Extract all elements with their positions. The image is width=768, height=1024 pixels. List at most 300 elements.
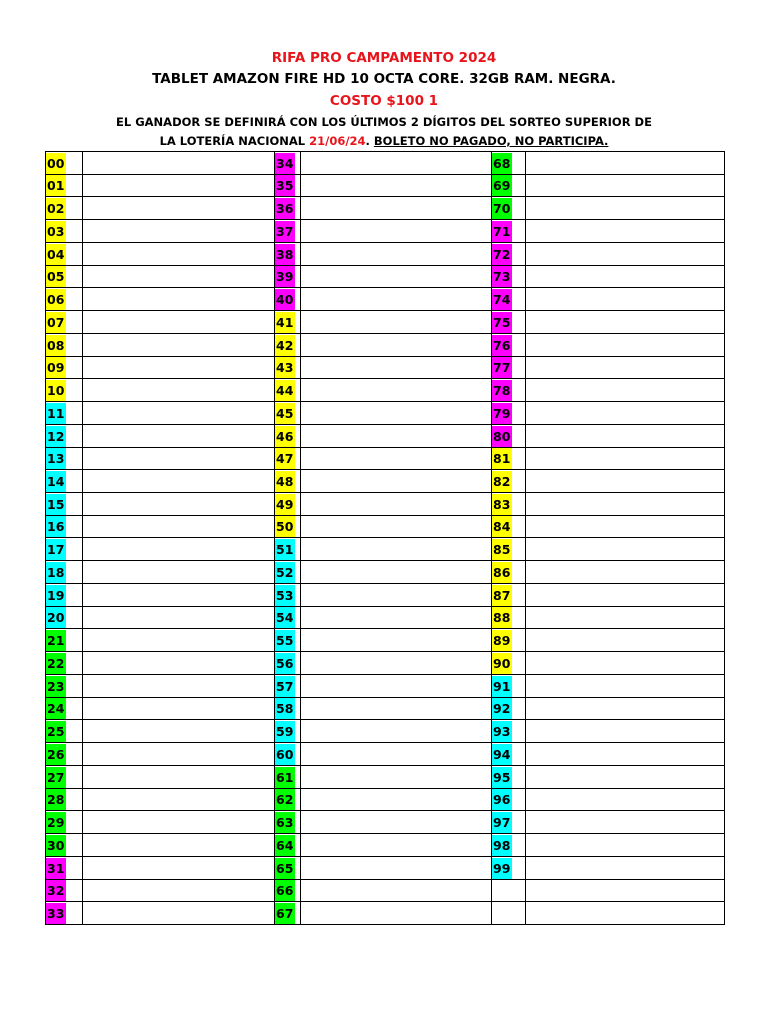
ticket-number: 44: [275, 380, 295, 401]
ticket-number-cell: [275, 629, 301, 652]
buyer-name-field[interactable]: [83, 470, 275, 493]
ticket-number-cell: [275, 743, 301, 766]
ticket-number-cell: [275, 311, 301, 334]
ticket-number-cell: [492, 879, 526, 902]
buyer-name-field[interactable]: [83, 697, 275, 720]
rules-prefix: LA LOTERÍA NACIONAL: [159, 134, 310, 148]
ticket-number: 84: [492, 516, 512, 537]
ticket-number-cell: [275, 265, 301, 288]
ticket-number: 27: [46, 767, 66, 788]
buyer-name-field[interactable]: [301, 311, 492, 334]
ticket-number-cell: [275, 788, 301, 811]
ticket-number-cell: [492, 424, 526, 447]
ticket-number: 43: [275, 357, 295, 378]
ticket-number-cell: [46, 174, 83, 197]
ticket-number: 30: [46, 835, 66, 856]
ticket-number-cell: [46, 242, 83, 265]
buyer-name-field[interactable]: [526, 356, 725, 379]
prize-description: TABLET AMAZON FIRE HD 10 OCTA CORE. 32GB RAM. NEGRA.: [152, 71, 616, 87]
ticket-number-cell: [275, 333, 301, 356]
ticket-number-cell: [492, 311, 526, 334]
buyer-name-field[interactable]: [83, 220, 275, 243]
ticket-number-cell: [492, 265, 526, 288]
ticket-number: 56: [275, 653, 295, 674]
table-row: [46, 652, 725, 675]
buyer-name-field[interactable]: [526, 606, 725, 629]
table-row: [46, 424, 725, 447]
ticket-number-cell: [492, 493, 526, 516]
ticket-number-cell: [275, 356, 301, 379]
ticket-number: 16: [46, 516, 66, 537]
ticket-number: 57: [275, 676, 295, 697]
ticket-number-cell: [275, 561, 301, 584]
ticket-number-cell: [492, 220, 526, 243]
buyer-name-field[interactable]: [526, 493, 725, 516]
ticket-number-cell: [492, 788, 526, 811]
ticket-number-cell: [492, 402, 526, 425]
buyer-name-field[interactable]: [301, 197, 492, 220]
table-row: [46, 606, 725, 629]
ticket-number: 12: [46, 426, 66, 447]
buyer-name-field[interactable]: [526, 834, 725, 857]
buyer-name-field[interactable]: [526, 152, 725, 175]
ticket-number: 10: [46, 380, 66, 401]
ticket-number-cell: [46, 447, 83, 470]
buyer-name-field[interactable]: [83, 720, 275, 743]
ticket-number: 22: [46, 653, 66, 674]
buyer-name-field[interactable]: [301, 674, 492, 697]
ticket-number-cell: [275, 765, 301, 788]
ticket-number-cell: [46, 765, 83, 788]
buyer-name-field[interactable]: [301, 697, 492, 720]
ticket-number-cell: [46, 879, 83, 902]
table-row: [46, 311, 725, 334]
ticket-number: 08: [46, 335, 66, 356]
ticket-number: 32: [46, 880, 66, 901]
table-row: [46, 674, 725, 697]
ticket-number: 19: [46, 585, 66, 606]
ticket-number: 83: [492, 494, 512, 515]
ticket-number: 38: [275, 244, 295, 265]
ticket-number: 34: [275, 153, 295, 174]
buyer-name-field[interactable]: [526, 697, 725, 720]
table-row: [46, 333, 725, 356]
ticket-number-cell: [46, 697, 83, 720]
buyer-name-field[interactable]: [301, 856, 492, 879]
table-row: [46, 402, 725, 425]
ticket-number-cell: [275, 811, 301, 834]
buyer-name-field[interactable]: [83, 424, 275, 447]
ticket-number: 28: [46, 789, 66, 810]
buyer-name-field[interactable]: [83, 333, 275, 356]
ticket-number: 41: [275, 312, 295, 333]
ticket-number: 75: [492, 312, 512, 333]
buyer-name-field[interactable]: [301, 902, 492, 925]
ticket-number: 45: [275, 403, 295, 424]
buyer-name-field[interactable]: [83, 788, 275, 811]
ticket-number: 85: [492, 539, 512, 560]
buyer-name-field[interactable]: [83, 265, 275, 288]
rules-line-2: [0, 134, 768, 148]
buyer-name-field[interactable]: [301, 743, 492, 766]
buyer-name-field[interactable]: [526, 674, 725, 697]
ticket-number-cell: [275, 242, 301, 265]
ticket-number: 36: [275, 198, 295, 219]
buyer-name-field[interactable]: [301, 402, 492, 425]
table-row: [46, 265, 725, 288]
buyer-name-field[interactable]: [301, 538, 492, 561]
buyer-name-field[interactable]: [301, 606, 492, 629]
ticket-number: 47: [275, 448, 295, 469]
buyer-name-field[interactable]: [526, 220, 725, 243]
ticket-number: 82: [492, 471, 512, 492]
ticket-number: 55: [275, 630, 295, 651]
buyer-name-field[interactable]: [526, 561, 725, 584]
buyer-name-field[interactable]: [526, 879, 725, 902]
ticket-number: 15: [46, 494, 66, 515]
ticket-number-cell: [275, 424, 301, 447]
buyer-name-field[interactable]: [83, 356, 275, 379]
buyer-name-field[interactable]: [301, 174, 492, 197]
ticket-number-cell: [492, 242, 526, 265]
buyer-name-field[interactable]: [83, 856, 275, 879]
ticket-number-cell: [46, 152, 83, 175]
table-row: [46, 538, 725, 561]
buyer-name-field[interactable]: [526, 197, 725, 220]
ticket-number-cell: [46, 834, 83, 857]
ticket-number: 09: [46, 357, 66, 378]
ticket-number: 53: [275, 585, 295, 606]
ticket-number: 05: [46, 266, 66, 287]
ticket-number-cell: [46, 515, 83, 538]
ticket-number-cell: [492, 606, 526, 629]
buyer-name-field[interactable]: [83, 447, 275, 470]
ticket-number-cell: [492, 629, 526, 652]
ticket-number: 80: [492, 426, 512, 447]
buyer-name-field[interactable]: [301, 447, 492, 470]
buyer-name-field[interactable]: [526, 333, 725, 356]
ticket-number-cell: [492, 197, 526, 220]
ticket-number-cell: [46, 356, 83, 379]
ticket-number-cell: [275, 538, 301, 561]
buyer-name-field[interactable]: [526, 288, 725, 311]
ticket-number: 37: [275, 221, 295, 242]
ticket-number: 79: [492, 403, 512, 424]
buyer-name-field[interactable]: [301, 242, 492, 265]
ticket-number-cell: [275, 174, 301, 197]
ticket-number: 68: [492, 153, 512, 174]
buyer-name-field[interactable]: [301, 765, 492, 788]
ticket-number: 04: [46, 244, 66, 265]
buyer-name-field[interactable]: [301, 424, 492, 447]
ticket-number: 74: [492, 289, 512, 310]
ticket-number: 73: [492, 266, 512, 287]
ticket-number: 65: [275, 858, 295, 879]
ticket-number-cell: [492, 743, 526, 766]
ticket-number: 58: [275, 698, 295, 719]
ticket-number: 71: [492, 221, 512, 242]
buyer-name-field[interactable]: [526, 447, 725, 470]
buyer-name-field[interactable]: [526, 765, 725, 788]
ticket-number-cell: [492, 333, 526, 356]
table-row: [46, 788, 725, 811]
buyer-name-field[interactable]: [83, 902, 275, 925]
buyer-name-field[interactable]: [301, 720, 492, 743]
ticket-number: 54: [275, 607, 295, 628]
ticket-number-cell: [275, 856, 301, 879]
ticket-number: 07: [46, 312, 66, 333]
ticket-number: 87: [492, 585, 512, 606]
ticket-number-cell: [275, 470, 301, 493]
buyer-name-field[interactable]: [83, 606, 275, 629]
ticket-number: 46: [275, 426, 295, 447]
ticket-number-cell: [275, 583, 301, 606]
buyer-name-field[interactable]: [83, 834, 275, 857]
ticket-number: 94: [492, 744, 512, 765]
buyer-name-field[interactable]: [301, 879, 492, 902]
ticket-number-cell: [46, 652, 83, 675]
buyer-name-field[interactable]: [526, 788, 725, 811]
ticket-number: 26: [46, 744, 66, 765]
buyer-name-field[interactable]: [301, 288, 492, 311]
ticket-number: 61: [275, 767, 295, 788]
buyer-name-field[interactable]: [526, 811, 725, 834]
ticket-number-cell: [46, 402, 83, 425]
ticket-number-cell: [46, 856, 83, 879]
ticket-number: 89: [492, 630, 512, 651]
ticket-number-cell: [275, 402, 301, 425]
table-row: [46, 470, 725, 493]
ticket-number-cell: [46, 720, 83, 743]
ticket-number-cell: [492, 765, 526, 788]
buyer-name-field[interactable]: [526, 311, 725, 334]
ticket-cost: COSTO $100 1: [329, 93, 439, 109]
table-row: [46, 583, 725, 606]
ticket-number: 00: [46, 153, 66, 174]
ticket-number-cell: [275, 220, 301, 243]
table-row: [46, 743, 725, 766]
table-row: [46, 197, 725, 220]
ticket-number: 70: [492, 198, 512, 219]
buyer-name-field[interactable]: [83, 652, 275, 675]
ticket-number: 13: [46, 448, 66, 469]
ticket-number: 23: [46, 676, 66, 697]
ticket-number-cell: [275, 834, 301, 857]
buyer-name-field[interactable]: [301, 788, 492, 811]
ticket-number-cell: [492, 515, 526, 538]
buyer-name-field[interactable]: [83, 674, 275, 697]
buyer-name-field[interactable]: [83, 197, 275, 220]
table-row: [46, 811, 725, 834]
ticket-number-cell: [275, 288, 301, 311]
buyer-name-field[interactable]: [301, 356, 492, 379]
table-row: [46, 152, 725, 175]
ticket-number-cell: [275, 379, 301, 402]
buyer-name-field[interactable]: [83, 765, 275, 788]
ticket-number: 76: [492, 335, 512, 356]
buyer-name-field[interactable]: [526, 743, 725, 766]
ticket-number-cell: [46, 197, 83, 220]
buyer-name-field[interactable]: [301, 152, 492, 175]
ticket-number-cell: [46, 811, 83, 834]
buyer-name-field[interactable]: [526, 379, 725, 402]
ticket-number-cell: [492, 447, 526, 470]
ticket-number-cell: [275, 515, 301, 538]
ticket-number-cell: [46, 220, 83, 243]
ticket-grid: [45, 151, 725, 925]
ticket-number-cell: [46, 743, 83, 766]
ticket-grid-body: [46, 152, 725, 925]
buyer-name-field[interactable]: [83, 538, 275, 561]
buyer-name-field[interactable]: [83, 879, 275, 902]
rules-line-1: EL GANADOR SE DEFINIRÁ CON LOS ÚLTIMOS 2 DÍGITOS DEL SORTEO SUPERIOR DE: [116, 115, 652, 129]
ticket-number-cell: [275, 197, 301, 220]
buyer-name-field[interactable]: [83, 561, 275, 584]
raffle-title: RIFA PRO CAMPAMENTO 2024: [271, 50, 497, 66]
ticket-number: 95: [492, 767, 512, 788]
table-row: [46, 356, 725, 379]
buyer-name-field[interactable]: [526, 265, 725, 288]
table-row: [46, 242, 725, 265]
ticket-number-cell: [46, 265, 83, 288]
ticket-number-cell: [275, 674, 301, 697]
buyer-name-field[interactable]: [83, 379, 275, 402]
ticket-number-cell: [46, 629, 83, 652]
ticket-number-cell: [275, 879, 301, 902]
ticket-number: 69: [492, 175, 512, 196]
table-row: [46, 493, 725, 516]
ticket-number-cell: [275, 606, 301, 629]
ticket-number-cell: [492, 356, 526, 379]
buyer-name-field[interactable]: [83, 811, 275, 834]
buyer-name-field[interactable]: [526, 174, 725, 197]
buyer-name-field[interactable]: [301, 811, 492, 834]
ticket-number: 77: [492, 357, 512, 378]
buyer-name-field[interactable]: [301, 493, 492, 516]
ticket-number-cell: [492, 674, 526, 697]
ticket-number-cell: [492, 470, 526, 493]
ticket-number-cell: [46, 424, 83, 447]
ticket-number-cell: [46, 379, 83, 402]
buyer-name-field[interactable]: [301, 834, 492, 857]
ticket-number: 29: [46, 812, 66, 833]
ticket-number: 62: [275, 789, 295, 810]
ticket-number: 17: [46, 539, 66, 560]
buyer-name-field[interactable]: [83, 402, 275, 425]
ticket-number: 66: [275, 880, 295, 901]
ticket-number: 39: [275, 266, 295, 287]
buyer-name-field[interactable]: [526, 424, 725, 447]
ticket-number: 24: [46, 698, 66, 719]
ticket-number: 35: [275, 175, 295, 196]
ticket-number: 48: [275, 471, 295, 492]
ticket-number-cell: [492, 652, 526, 675]
buyer-name-field[interactable]: [301, 379, 492, 402]
ticket-number: 59: [275, 721, 295, 742]
ticket-number: 72: [492, 244, 512, 265]
ticket-number: 97: [492, 812, 512, 833]
buyer-name-field[interactable]: [526, 402, 725, 425]
ticket-number: 91: [492, 676, 512, 697]
buyer-name-field[interactable]: [526, 720, 725, 743]
table-row: [46, 379, 725, 402]
ticket-number: 99: [492, 858, 512, 879]
ticket-number: 96: [492, 789, 512, 810]
ticket-number: 21: [46, 630, 66, 651]
ticket-number: 49: [275, 494, 295, 515]
buyer-name-field[interactable]: [526, 629, 725, 652]
buyer-name-field[interactable]: [526, 856, 725, 879]
buyer-name-field[interactable]: [83, 583, 275, 606]
buyer-name-field[interactable]: [526, 583, 725, 606]
ticket-number-cell: [46, 493, 83, 516]
ticket-number: 20: [46, 607, 66, 628]
buyer-name-field[interactable]: [526, 902, 725, 925]
table-row: [46, 447, 725, 470]
ticket-number: 42: [275, 335, 295, 356]
buyer-name-field[interactable]: [301, 652, 492, 675]
ticket-number-cell: [46, 288, 83, 311]
buyer-name-field[interactable]: [83, 242, 275, 265]
ticket-number: 33: [46, 903, 66, 924]
ticket-number: 11: [46, 403, 66, 424]
buyer-name-field[interactable]: [526, 538, 725, 561]
ticket-number-cell: [275, 720, 301, 743]
buyer-name-field[interactable]: [83, 288, 275, 311]
buyer-name-field[interactable]: [83, 515, 275, 538]
ticket-number-cell: [492, 174, 526, 197]
ticket-number-cell: [492, 379, 526, 402]
table-row: [46, 765, 725, 788]
ticket-number-cell: [46, 788, 83, 811]
buyer-name-field[interactable]: [83, 311, 275, 334]
buyer-name-field[interactable]: [301, 561, 492, 584]
buyer-name-field[interactable]: [526, 515, 725, 538]
buyer-name-field[interactable]: [526, 242, 725, 265]
ticket-number: 64: [275, 835, 295, 856]
ticket-number-cell: [275, 697, 301, 720]
ticket-number-cell: [46, 333, 83, 356]
buyer-name-field[interactable]: [301, 583, 492, 606]
buyer-name-field[interactable]: [301, 629, 492, 652]
ticket-number: 52: [275, 562, 295, 583]
ticket-number-cell: [46, 538, 83, 561]
buyer-name-field[interactable]: [301, 265, 492, 288]
buyer-name-field[interactable]: [83, 152, 275, 175]
table-row: [46, 834, 725, 857]
buyer-name-field[interactable]: [83, 743, 275, 766]
buyer-name-field[interactable]: [83, 493, 275, 516]
buyer-name-field[interactable]: [526, 470, 725, 493]
ticket-number: 02: [46, 198, 66, 219]
buyer-name-field[interactable]: [301, 470, 492, 493]
table-row: [46, 879, 725, 902]
table-row: [46, 697, 725, 720]
ticket-number-cell: [492, 856, 526, 879]
buyer-name-field[interactable]: [83, 174, 275, 197]
ticket-number-cell: [492, 902, 526, 925]
ticket-number: 90: [492, 653, 512, 674]
buyer-name-field[interactable]: [301, 515, 492, 538]
ticket-number-cell: [492, 538, 526, 561]
buyer-name-field[interactable]: [526, 652, 725, 675]
ticket-number: 86: [492, 562, 512, 583]
buyer-name-field[interactable]: [83, 629, 275, 652]
buyer-name-field[interactable]: [301, 333, 492, 356]
ticket-number-cell: [46, 311, 83, 334]
buyer-name-field[interactable]: [301, 220, 492, 243]
unpaid-notice: BOLETO NO PAGADO, NO PARTICIPA.: [373, 134, 609, 148]
